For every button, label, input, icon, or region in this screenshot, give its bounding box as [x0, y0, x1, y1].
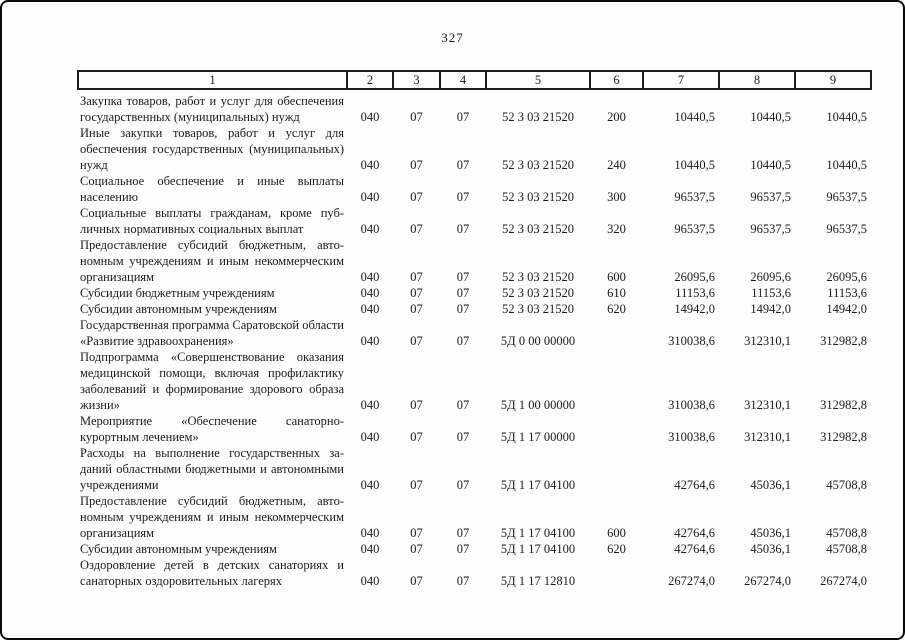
cell-subsection-code: 07: [456, 542, 470, 556]
cell-grbs-code: 040: [360, 334, 380, 348]
cell-expense-name: Мероприятие «Обеспечение санаторно-курортным лечением»: [80, 414, 344, 444]
cell-amount-year1: 42764,6: [674, 542, 715, 556]
table-row: [78, 125, 871, 173]
cell-amount-year1: 14942,0: [674, 302, 715, 316]
cell-subsection-code: 07: [456, 334, 470, 348]
cell-grbs-code: 040: [360, 110, 380, 124]
cell-grbs-code: 040: [360, 270, 380, 284]
cell-grbs-code: 040: [360, 158, 380, 172]
cell-amount-year2: 45036,1: [750, 478, 791, 492]
table-header: [78, 71, 871, 89]
cell-amount-year3: 312982,8: [820, 430, 867, 444]
column-header-9: 9: [795, 71, 871, 89]
cell-amount-year2: 96537,5: [750, 190, 791, 204]
table-row: [78, 413, 871, 445]
cell-amount-year3: 96537,5: [826, 222, 867, 236]
cell-amount-year1: 42764,6: [674, 478, 715, 492]
cell-grbs-code: 040: [360, 190, 380, 204]
cell-expense-name: Социальное обеспечение и иные выплаты населению: [80, 174, 344, 204]
column-header-3: 3: [393, 71, 440, 89]
cell-amount-year1: 96537,5: [674, 190, 715, 204]
cell-expense-type: 600: [607, 526, 626, 540]
cell-expense-type: 620: [607, 542, 626, 556]
cell-grbs-code: 040: [360, 526, 380, 540]
cell-amount-year2: 96537,5: [750, 222, 791, 236]
cell-amount-year1: 96537,5: [674, 222, 715, 236]
cell-expense-name: Предоставление субсидий бюджетным, автономным учреждениям и иным некоммерческим организациям: [80, 238, 344, 284]
cell-amount-year1: 310038,6: [668, 398, 715, 412]
cell-expense-type: 200: [607, 110, 626, 124]
cell-subsection-code: 07: [456, 526, 470, 540]
cell-subsection-code: 07: [456, 190, 470, 204]
cell-expense-type: [590, 413, 643, 445]
table-row: [78, 173, 871, 205]
cell-subsection-code: 07: [456, 574, 470, 588]
column-header-4: 4: [440, 71, 486, 89]
cell-expense-type: 320: [607, 222, 626, 236]
cell-expense-type: [590, 445, 643, 493]
cell-expense-type: [590, 317, 643, 349]
cell-expense-name: Субсидии автономным учреждениям: [80, 302, 277, 316]
cell-amount-year3: 11153,6: [827, 286, 867, 300]
table-row: [78, 285, 871, 301]
cell-target-article: 52 3 03 21520: [502, 302, 574, 316]
cell-amount-year3: 14942,0: [826, 302, 867, 316]
cell-amount-year2: 45036,1: [750, 542, 791, 556]
cell-grbs-code: 040: [360, 478, 380, 492]
cell-amount-year2: 26095,6: [750, 270, 791, 284]
cell-section-code: 07: [410, 526, 423, 540]
cell-expense-type: 240: [607, 158, 626, 172]
cell-amount-year3: 312982,8: [820, 398, 867, 412]
cell-section-code: 07: [410, 334, 423, 348]
table-row: [78, 301, 871, 317]
cell-expense-name: Субсидии автономным учреждениям: [80, 542, 277, 556]
cell-amount-year3: 267274,0: [820, 574, 867, 588]
cell-subsection-code: 07: [456, 270, 470, 284]
table-body: [78, 89, 871, 589]
cell-target-article: 5Д 0 00 00000: [500, 334, 576, 348]
column-header-5: 5: [486, 71, 590, 89]
column-header-2: 2: [347, 71, 393, 89]
cell-amount-year1: 310038,6: [668, 430, 715, 444]
cell-expense-name: Иные закупки товаров, работ и услуг для обеспечения государственных (муниципальных) нужд: [80, 126, 344, 172]
cell-amount-year1: 10440,5: [674, 158, 715, 172]
cell-target-article: 5Д 1 17 00000: [500, 430, 576, 444]
cell-amount-year3: 45708,8: [826, 526, 867, 540]
cell-grbs-code: 040: [360, 398, 380, 412]
page-number: 327: [441, 30, 464, 45]
cell-subsection-code: 07: [456, 286, 470, 300]
cell-section-code: 07: [410, 222, 423, 236]
cell-amount-year3: 10440,5: [826, 110, 867, 124]
cell-section-code: 07: [410, 398, 423, 412]
cell-amount-year1: 10440,5: [674, 110, 715, 124]
table-row: [78, 557, 871, 589]
cell-amount-year2: 312310,1: [744, 430, 791, 444]
cell-section-code: 07: [410, 478, 423, 492]
table-row: [78, 89, 871, 125]
cell-amount-year1: 26095,6: [674, 270, 715, 284]
cell-amount-year3: 26095,6: [826, 270, 867, 284]
cell-section-code: 07: [410, 430, 423, 444]
cell-grbs-code: 040: [360, 222, 380, 236]
cell-subsection-code: 07: [456, 398, 470, 412]
cell-expense-type: 600: [607, 270, 626, 284]
cell-subsection-code: 07: [456, 110, 470, 124]
cell-target-article: 52 3 03 21520: [502, 286, 574, 300]
cell-amount-year3: 312982,8: [820, 334, 867, 348]
cell-section-code: 07: [410, 190, 423, 204]
cell-amount-year2: 10440,5: [750, 158, 791, 172]
cell-amount-year1: 11153,6: [675, 286, 715, 300]
cell-target-article: 5Д 1 17 04100: [500, 542, 576, 556]
cell-amount-year2: 312310,1: [744, 398, 791, 412]
cell-target-article: 5Д 1 17 04100: [500, 478, 576, 492]
table-row: [78, 317, 871, 349]
cell-amount-year2: 10440,5: [750, 110, 791, 124]
cell-expense-type: 300: [607, 190, 626, 204]
cell-expense-name: Оздоровление детей в детских санаториях и санаторных оздоровительных лагерях: [80, 558, 344, 588]
cell-amount-year2: 267274,0: [744, 574, 791, 588]
table-row: [78, 541, 871, 557]
table-row: [78, 237, 871, 285]
cell-amount-year1: 267274,0: [668, 574, 715, 588]
table-row: [78, 349, 871, 413]
table-row: [78, 493, 871, 541]
cell-section-code: 07: [410, 270, 423, 284]
cell-expense-type: 620: [607, 302, 626, 316]
cell-section-code: 07: [410, 302, 423, 316]
cell-target-article: 52 3 03 21520: [502, 110, 574, 124]
cell-target-article: 5Д 1 17 12810: [500, 574, 576, 588]
cell-section-code: 07: [410, 110, 423, 124]
cell-amount-year3: 45708,8: [826, 478, 867, 492]
budget-table: [77, 70, 872, 589]
cell-target-article: 52 3 03 21520: [502, 158, 574, 172]
cell-subsection-code: 07: [456, 302, 470, 316]
cell-expense-type: [590, 557, 643, 589]
cell-target-article: 52 3 03 21520: [502, 222, 574, 236]
column-header-7: 7: [643, 71, 719, 89]
cell-section-code: 07: [410, 574, 423, 588]
cell-expense-type: 610: [607, 286, 626, 300]
cell-grbs-code: 040: [360, 574, 380, 588]
cell-grbs-code: 040: [360, 542, 380, 556]
cell-amount-year2: 14942,0: [750, 302, 791, 316]
cell-expense-name: Расходы на выполнение государственных заданий областными бюджетными и автономными учреждениями: [80, 446, 344, 492]
column-header-8: 8: [719, 71, 795, 89]
cell-expense-type: [590, 349, 643, 413]
cell-amount-year1: 42764,6: [674, 526, 715, 540]
cell-amount-year1: 310038,6: [668, 334, 715, 348]
table-row: [78, 445, 871, 493]
table-header-row: [78, 71, 871, 89]
cell-section-code: 07: [410, 286, 423, 300]
cell-grbs-code: 040: [360, 302, 380, 316]
cell-expense-name: Субсидии бюджетным учреждениям: [80, 286, 275, 300]
cell-expense-name: Закупка товаров, работ и услуг для обеспечения государственных (муниципальных) нужд: [80, 94, 344, 124]
cell-expense-name: Государственная программа Саратовской области «Развитие здравоохранения»: [80, 318, 344, 348]
cell-amount-year3: 45708,8: [826, 542, 867, 556]
cell-target-article: 5Д 1 00 00000: [500, 398, 576, 412]
cell-amount-year3: 96537,5: [826, 190, 867, 204]
cell-section-code: 07: [410, 542, 423, 556]
cell-subsection-code: 07: [456, 222, 470, 236]
cell-amount-year2: 11153,6: [751, 286, 791, 300]
cell-section-code: 07: [410, 158, 423, 172]
cell-subsection-code: 07: [456, 158, 470, 172]
cell-expense-name: Предоставление субсидий бюджетным, автономным учреждениям и иным некоммерческим организациям: [80, 494, 344, 540]
cell-target-article: 5Д 1 17 04100: [500, 526, 576, 540]
cell-target-article: 52 3 03 21520: [502, 190, 574, 204]
cell-grbs-code: 040: [360, 286, 380, 300]
cell-expense-name: Социальные выплаты гражданам, кроме публичных нормативных социальных выплат: [80, 206, 344, 236]
cell-expense-name: Подпрограмма «Совершенствование оказания медицинской помощи, включая профилактику заболеваний и формирование здорового образа жизни»: [80, 350, 344, 412]
cell-subsection-code: 07: [456, 478, 470, 492]
column-header-6: 6: [590, 71, 643, 89]
cell-grbs-code: 040: [360, 430, 380, 444]
cell-amount-year2: 45036,1: [750, 526, 791, 540]
cell-amount-year2: 312310,1: [744, 334, 791, 348]
cell-amount-year3: 10440,5: [826, 158, 867, 172]
column-header-1: 1: [78, 71, 347, 89]
cell-subsection-code: 07: [456, 430, 470, 444]
table-row: [78, 205, 871, 237]
cell-target-article: 52 3 03 21520: [502, 270, 574, 284]
